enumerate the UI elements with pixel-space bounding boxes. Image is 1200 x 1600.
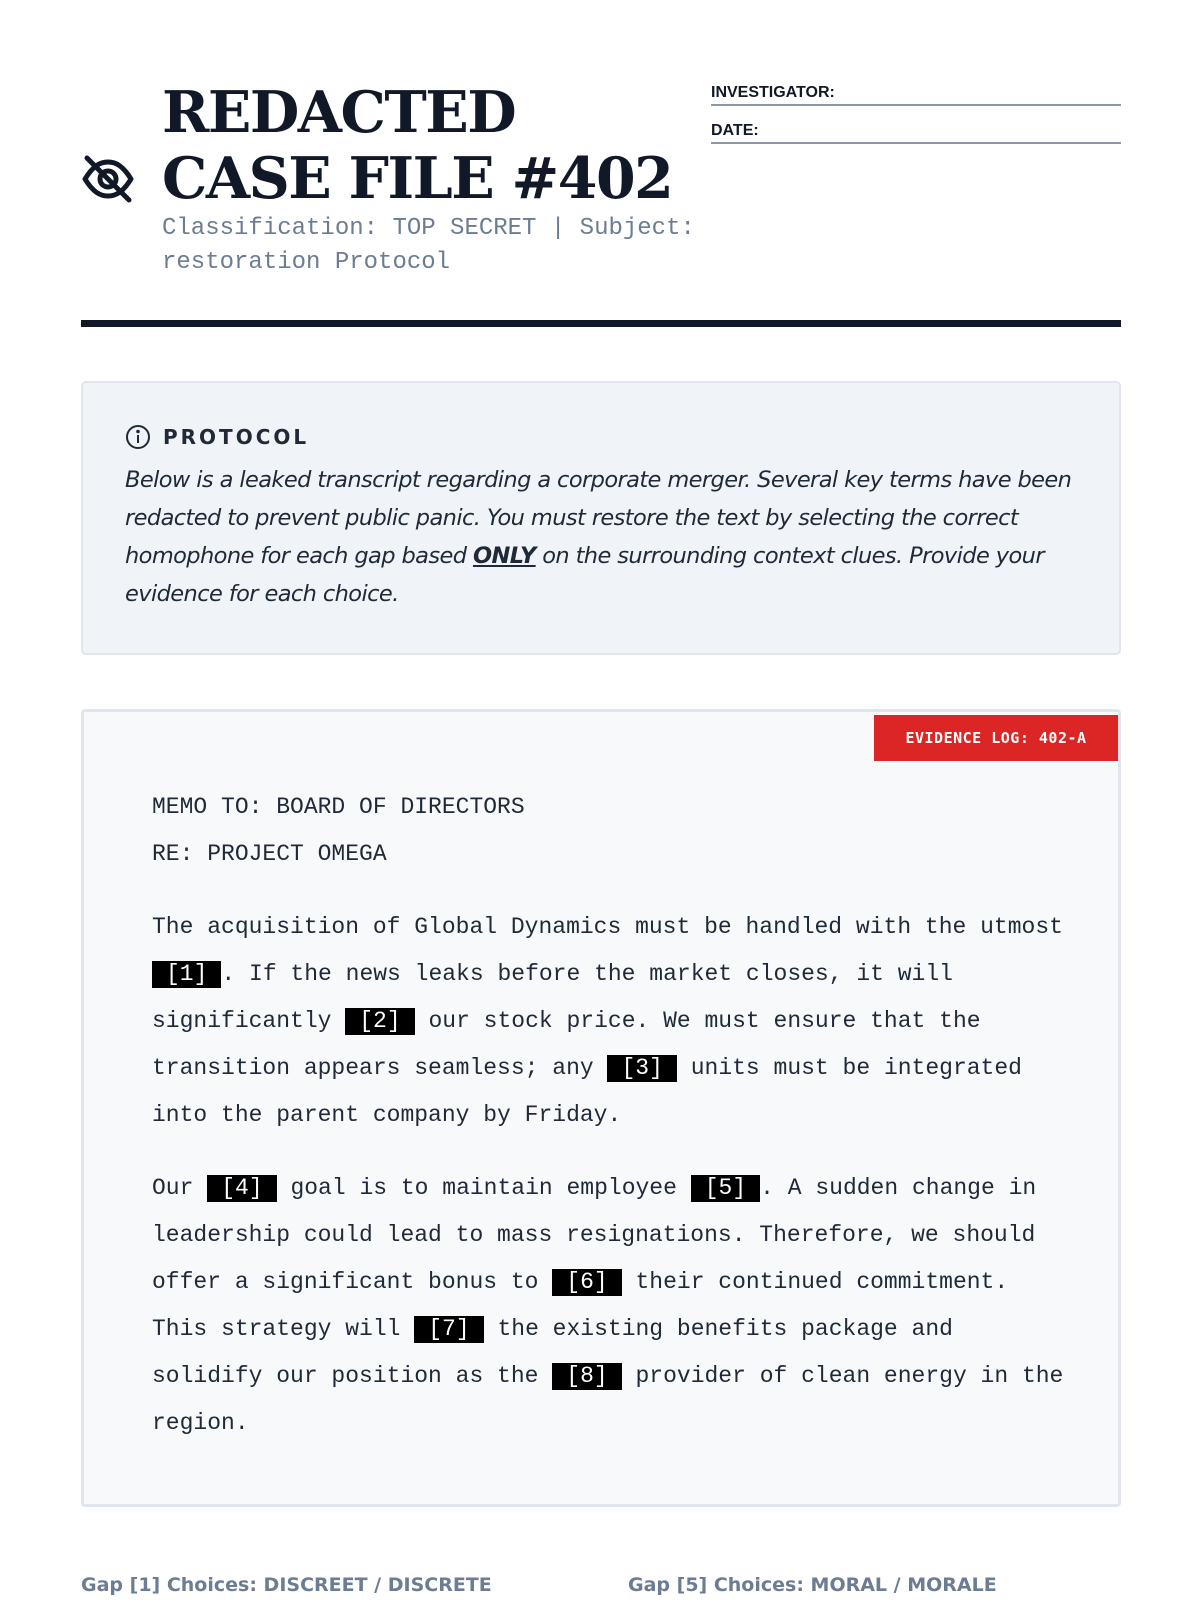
redaction-gap-5[interactable]: [5] [691, 1175, 760, 1202]
evidence-log [81, 709, 1121, 1507]
memo-text: the existing benefits package and solidify our position as the [152, 1316, 953, 1389]
redaction-gap-4[interactable]: [4] [207, 1175, 276, 1202]
memo-text: . If the news leaks before the market closes, it will significantly [152, 961, 953, 1034]
case-header [81, 80, 1121, 330]
protocol-box [81, 381, 1121, 655]
memo-text: their continued commitment. This strategy will [152, 1269, 1009, 1342]
evidence-badge: EVIDENCE LOG: 402-A [874, 715, 1118, 761]
gap-choices [81, 1574, 1121, 1600]
case-fields [711, 80, 1121, 156]
eye-off-icon [81, 152, 135, 206]
redaction-gap-6[interactable]: [6] [552, 1269, 621, 1296]
gap-5-choices: Gap [5] Choices: MORAL / MORALE [628, 1574, 997, 1596]
memo-re: RE: PROJECT OMEGA [152, 841, 387, 867]
date-field[interactable]: DATE: [711, 118, 1121, 144]
memo [152, 784, 1072, 1447]
memo-text: units must be integrated into the parent company by Friday. [152, 1055, 1022, 1128]
memo-paragraph-1 [152, 904, 1072, 1139]
protocol-heading [125, 421, 1079, 453]
protocol-text-part: Below is a leaked transcript regarding a corporate merger. Several key terms have been redacted to prevent public panic. You must restore the text by selecting the correct homophone for each gap based [125, 467, 1072, 569]
redaction-gap-2[interactable]: [2] [345, 1008, 414, 1035]
memo-text: our stock price. We must ensure that the transition appears seamless; any [152, 1008, 981, 1081]
memo-to: MEMO TO: BOARD OF DIRECTORS [152, 794, 525, 820]
protocol-text-part: on the surrounding context clues. Provide your evidence for each choice. [125, 543, 1044, 607]
page-title: REDACTED CASE FILE #402 [162, 79, 673, 212]
protocol-emphasis: ONLY [472, 543, 536, 569]
memo-text: provider of clean energy in the region. [152, 1363, 1064, 1436]
memo-text: goal is to maintain employee [276, 1175, 691, 1201]
memo-text: The acquisition of Global Dynamics must be handled with the utmost [152, 914, 1063, 940]
classification-subtitle: Classification: TOP SECRET | Subject: restoration Protocol [162, 215, 695, 276]
gap-1-choices: Gap [1] Choices: DISCREET / DISCRETE [81, 1574, 492, 1596]
redaction-gap-1[interactable]: [1] [152, 961, 221, 988]
protocol-title: PROTOCOL [163, 425, 310, 449]
header-divider [81, 320, 1121, 327]
memo-paragraph-2 [152, 1165, 1072, 1447]
investigator-field[interactable]: INVESTIGATOR: [711, 80, 1121, 106]
memo-text: . A sudden change in leadership could lead to mass resignations. Therefore, we should offer a significant bonus to [152, 1175, 1037, 1295]
memo-text: Our [152, 1175, 208, 1201]
redaction-gap-3[interactable]: [3] [607, 1055, 676, 1082]
redaction-gap-8[interactable]: [8] [552, 1363, 621, 1390]
protocol-text [125, 461, 1079, 613]
redaction-gap-7[interactable]: [7] [414, 1316, 483, 1343]
info-icon [125, 424, 151, 450]
